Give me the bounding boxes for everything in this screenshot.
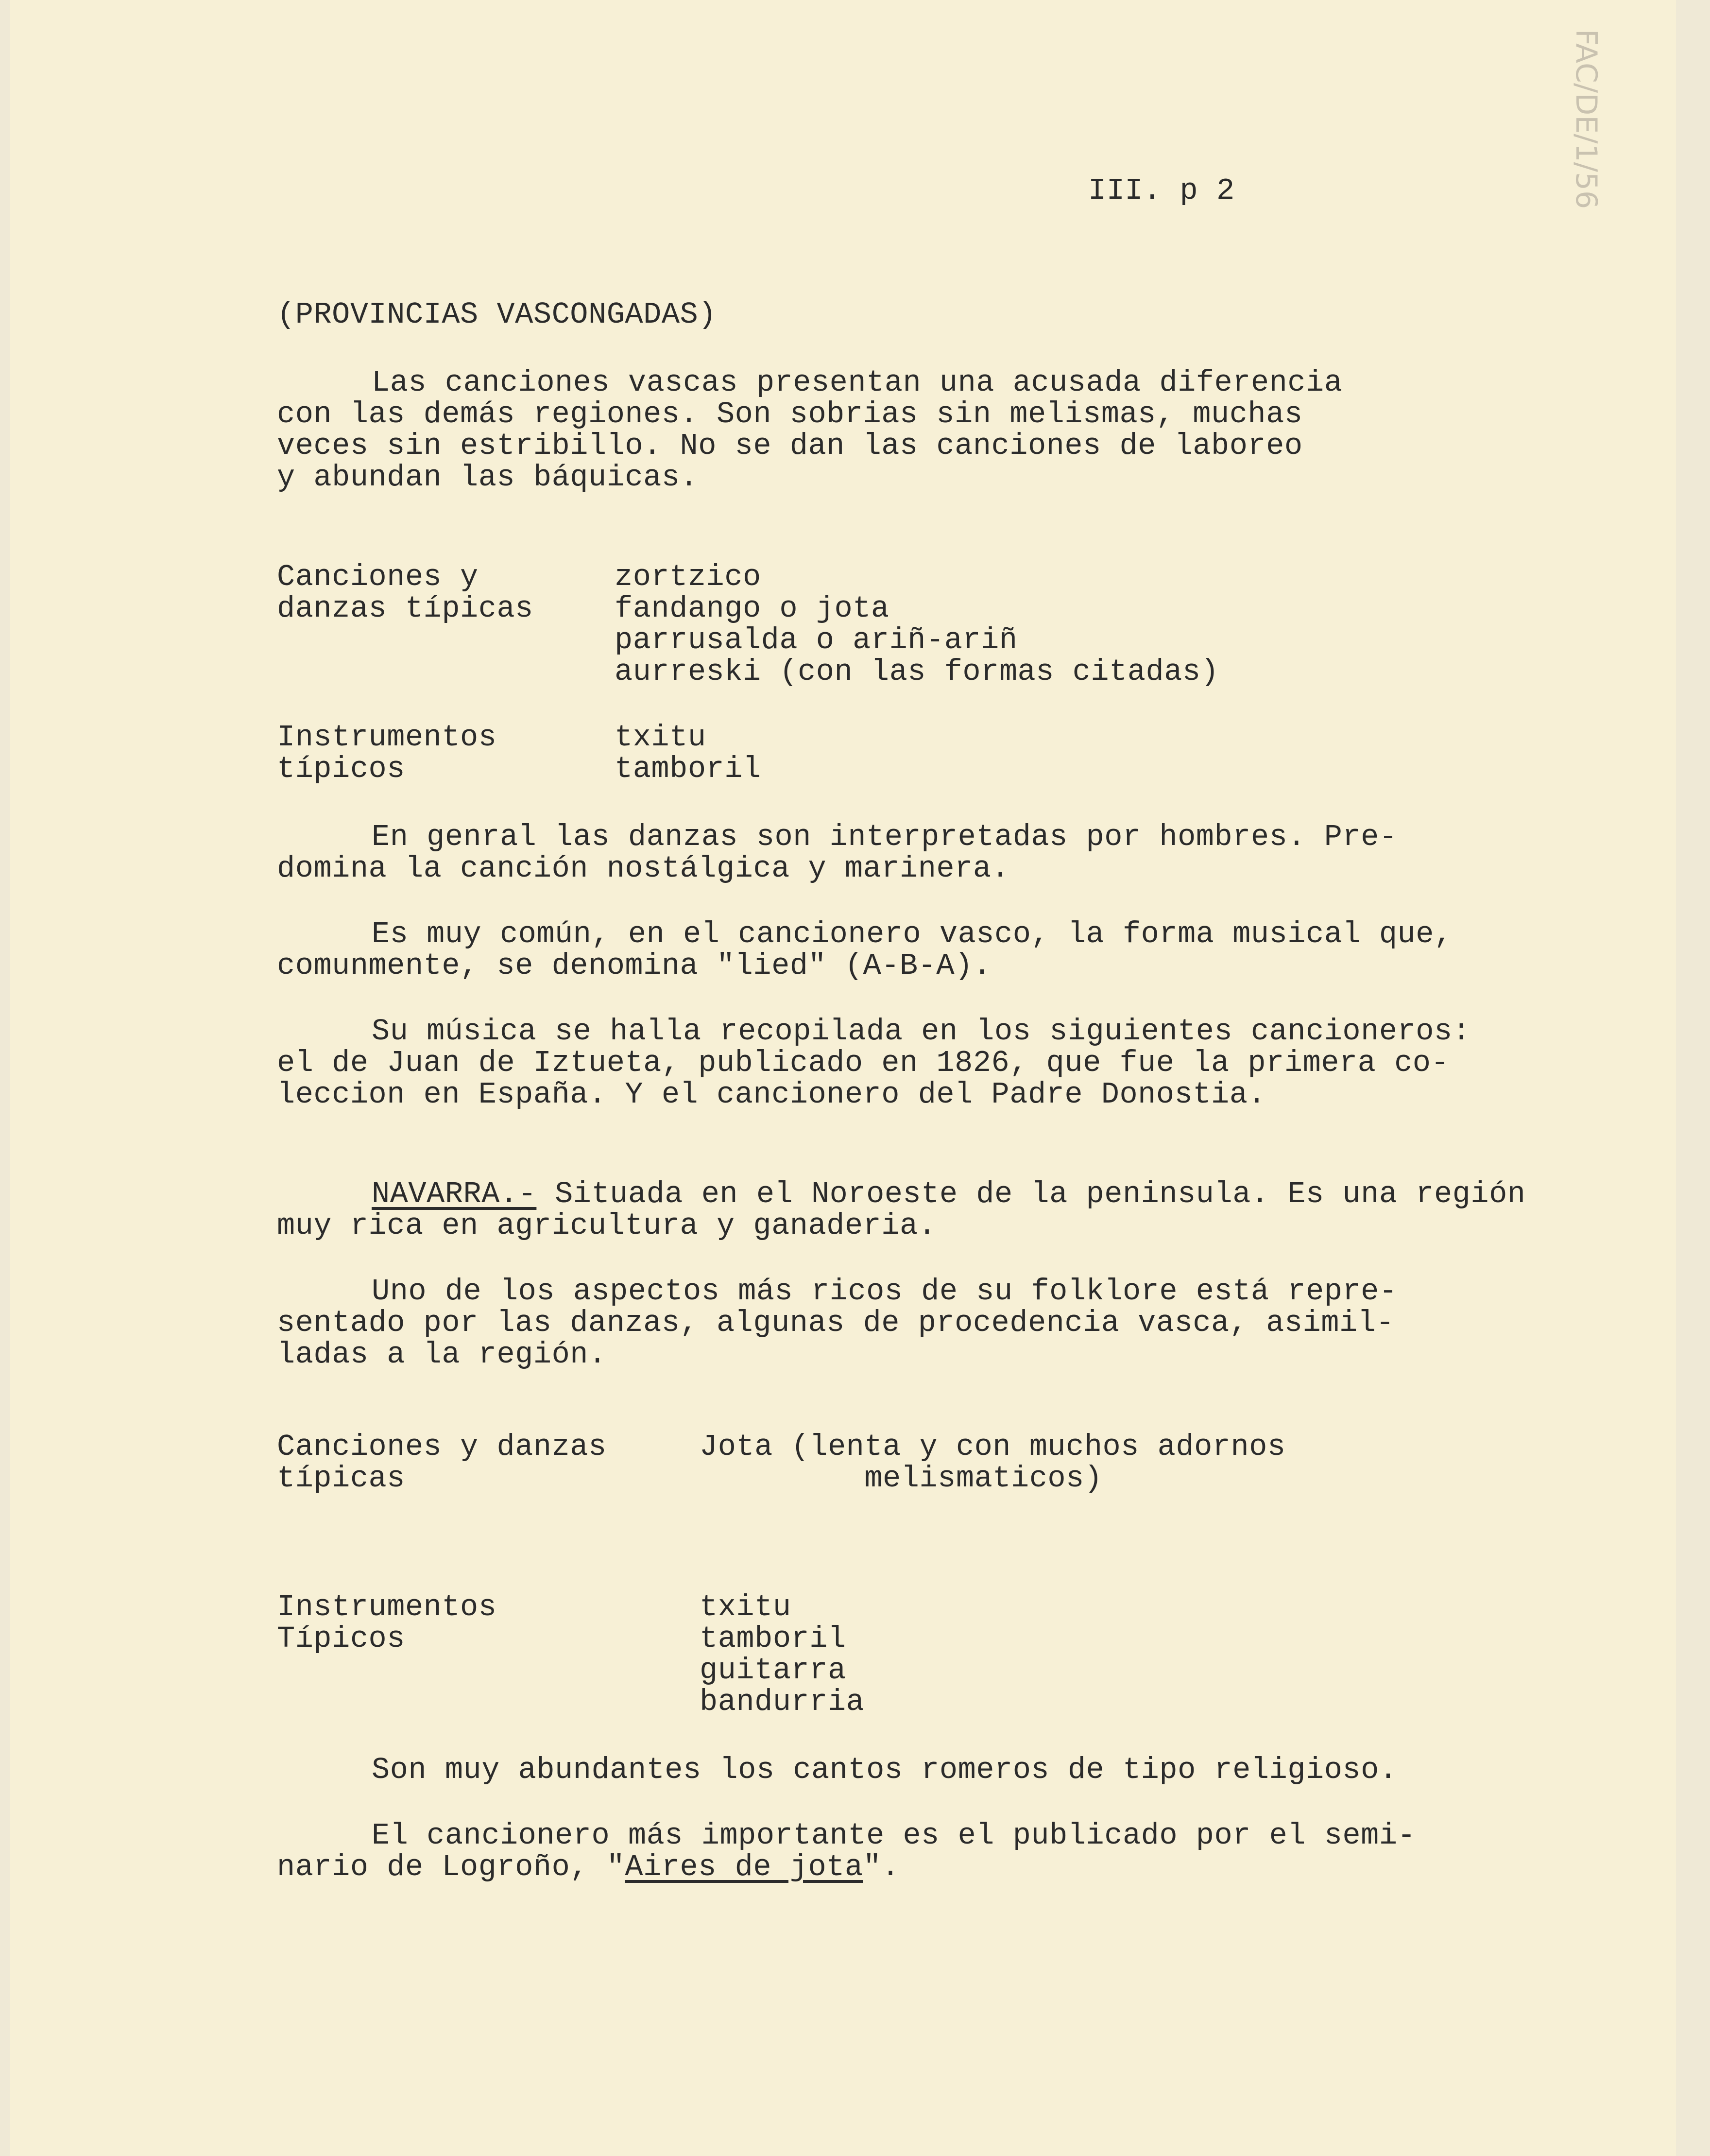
- para7-line1: El cancionero más importante es el publicado por el semi-: [372, 1818, 1416, 1853]
- para7-line2-pre: nario de Logroño, ": [277, 1850, 625, 1884]
- section-heading: (PROVINCIAS VASCONGADAS): [277, 297, 717, 332]
- songs1-item: fandango o jota: [615, 591, 889, 626]
- songs2-item: melismaticos): [700, 1461, 1103, 1496]
- instr1-item: tamboril: [615, 752, 761, 786]
- songs1-item: zortzico: [615, 560, 761, 594]
- navarra-line1-text: Situada en el Noroeste de la peninsula. Es una región: [536, 1177, 1526, 1211]
- aires-de-jota-title: Aires de jota: [625, 1850, 863, 1884]
- para7-line2-post: ".: [863, 1850, 900, 1884]
- navarra-line2: muy rica en agricultura y ganaderia.: [277, 1208, 937, 1243]
- para2-line2: domina la canción nostálgica y marinera.: [277, 851, 1010, 886]
- para1-line3: veces sin estribillo. No se dan las canciones de laboreo: [277, 429, 1303, 463]
- para3-line1: Es muy común, en el cancionero vasco, la forma musical que,: [372, 917, 1453, 951]
- page-number: III. p 2: [1088, 173, 1235, 208]
- para4-line3: leccion en España. Y el cancionero del Padre Donostia.: [277, 1077, 1266, 1112]
- instr2-label-2: Típicos: [277, 1621, 405, 1656]
- navarra-line1: [372, 1178, 1526, 1210]
- songs2-label-1: Canciones y danzas: [277, 1430, 607, 1464]
- para1-line1: Las canciones vascas presentan una acusada diferencia: [372, 365, 1343, 400]
- instr1-item: txitu: [615, 720, 706, 755]
- para5-line2: sentado por las danzas, algunas de procedencia vasca, asimil-: [277, 1306, 1395, 1340]
- songs1-label-2: danzas típicas: [277, 591, 533, 626]
- songs1-item: parrusalda o ariñ-ariñ: [615, 623, 1018, 657]
- para2-line1: En genral las danzas son interpretadas por hombres. Pre-: [372, 820, 1398, 854]
- instr2-item: txitu: [700, 1590, 791, 1624]
- para6: Son muy abundantes los cantos romeros de tipo religioso.: [372, 1753, 1398, 1787]
- instr2-label-1: Instrumentos: [277, 1590, 497, 1624]
- songs1-item: aurreski (con las formas citadas): [615, 655, 1219, 689]
- songs2-label-2: típicas: [277, 1461, 405, 1496]
- instr2-item: tamboril: [700, 1621, 846, 1656]
- para3-line2: comunmente, se denomina "lied" (A-B-A).: [277, 949, 992, 983]
- para1-line4: y abundan las báquicas.: [277, 460, 699, 495]
- songs2-item: Jota (lenta y con muchos adornos: [700, 1430, 1286, 1464]
- instr2-item: guitarra: [700, 1653, 846, 1688]
- para1-line2: con las demás regiones. Son sobrias sin melismas, muchas: [277, 397, 1303, 431]
- navarra-title: NAVARRA.-: [372, 1177, 537, 1211]
- instr1-label-2: típicos: [277, 752, 405, 786]
- instr1-label-1: Instrumentos: [277, 720, 497, 755]
- paper-page: [10, 0, 1676, 2156]
- songs1-label-1: Canciones y: [277, 560, 479, 594]
- para4-line1: Su música se halla recopilada en los siguientes cancioneros:: [372, 1014, 1471, 1049]
- archival-pencil-note: FAC/DE/1/56: [1569, 29, 1603, 209]
- instr2-item: bandurria: [700, 1685, 865, 1719]
- para5-line1: Uno de los aspectos más ricos de su folklore está repre-: [372, 1274, 1398, 1309]
- para4-line2: el de Juan de Iztueta, publicado en 1826, que fue la primera co-: [277, 1046, 1450, 1080]
- para7-line2: [277, 1851, 900, 1883]
- para5-line3: ladas a la región.: [277, 1337, 607, 1372]
